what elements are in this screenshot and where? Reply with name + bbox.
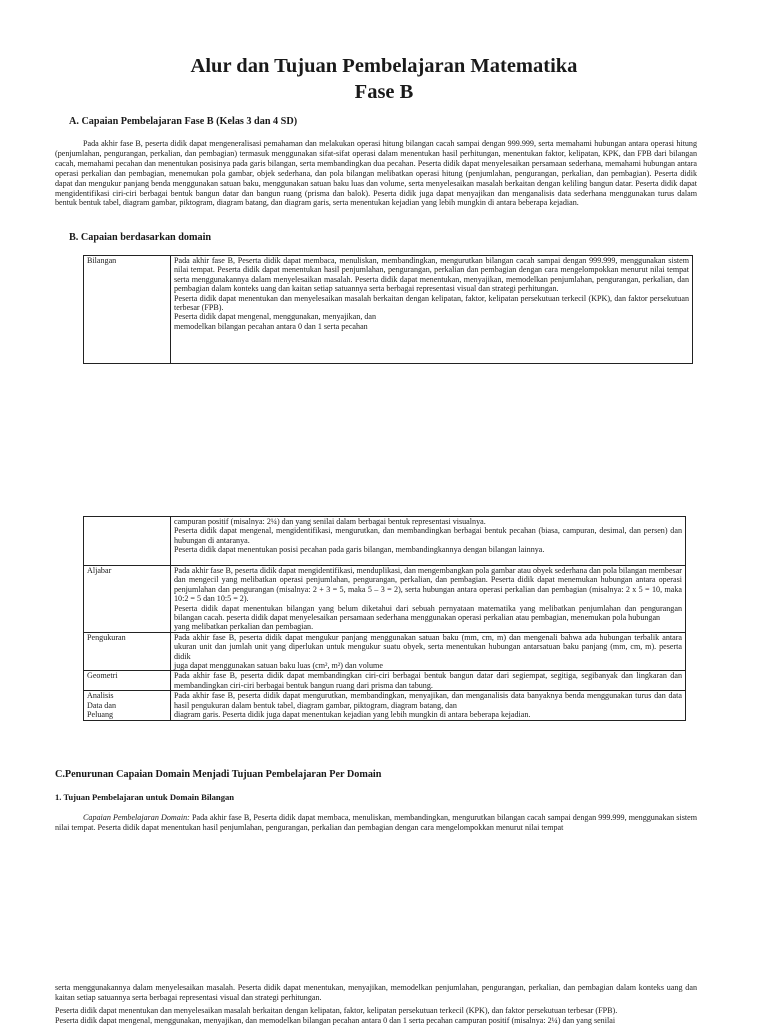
section-b-heading: B. Capaian berdasarkan domain [69, 232, 212, 243]
bilangan-cont-paragraph-2: Peserta didik dapat mengenal, mengidentifikasi, mengurutkan, dan membandingkan berbagai bentuk pecahan (biasa, campuran, desimal, dan persen) dan hubungan di antaranya. [174, 526, 682, 545]
section-c-heading: C.Penurunan Capaian Domain Menjadi Tujuan Pembelajaran Per Domain [55, 769, 382, 780]
table-row [84, 256, 693, 364]
domain-label-bilangan: Bilangan [84, 256, 171, 364]
bilangan-cont-paragraph-3: Peserta didik dapat menentukan posisi pecahan pada garis bilangan, membandingkannya dengan bilangan lainnya. [174, 545, 545, 555]
domain-label-pengukuran: Pengukuran [84, 632, 171, 671]
c1-paragraph [55, 813, 697, 833]
aljabar-paragraph-1: Pada akhir fase B, peserta didik dapat mengidentifikasi, menduplikasi, dan mengembangkan pola gambar atau obyek sederhana dan pola bilangan membesar dan mengecil yang melibatkan operasi penjumlahan, pengurangan, perkalian, dan pembagian. Peserta didik dapat menemukan hubungan antara operasi penjumlahan dan pengurangan (misalnya: 2 + 3 = 5, maka 5 – 3 = 2), serta hubungan antara operasi perkalian dan pembagian (misalnya: 2 x 5 = 10, maka 10:2 = 5 dan 10:5 = 2). [174, 566, 682, 604]
domain-content-aljabar [171, 566, 686, 633]
analisis-paragraph-2: diagram garis. Peserta didik juga dapat menentukan kejadian yang lebih mungkin di antara beberapa kejadian. [174, 710, 531, 720]
table-row [84, 671, 686, 691]
pengukuran-paragraph-1: Pada akhir fase B, peserta didik dapat mengukur panjang menggunakan satuan baku (mm, cm, m) dan mengenali bahwa ada hubungan terbalik antara ukuran unit dan jumlah unit yang diperlukan untuk mengukur suatu obyek, serta menentukan hubungan antarsatuan baku panjang (mm, cm, m). peserta didik [174, 632, 682, 661]
bilangan-paragraph-2: Peserta didik dapat menentukan dan menyelesaikan masalah berkaitan dengan kelipatan, faktor, kelipatan persekutuan terkecil (KPK), dan faktor persekutuan terbesar (FPB). [174, 293, 689, 313]
domain-content-geometri [171, 671, 686, 691]
bilangan-paragraph-3: Peserta didik dapat mengenal, menggunakan, menyajikan, dan [174, 312, 377, 322]
bottom-paragraph-3: Peserta didik dapat mengenal, menggunakan, menyajikan, dan memodelkan bilangan pecahan antara 0 dan 1 serta pecahan campuran positif (misalnya: 2¼) dan yang senilai [55, 1016, 616, 1025]
analisis-paragraph-1: Pada akhir fase B, peserta didik dapat mengurutkan, membandingkan, menyajikan, dan menganalisis data banyaknya benda menggunakan turus dan data hasil pengukuran dalam bentuk tabel, diagram gambar, piktogram, diagram batang, dan [174, 691, 682, 710]
domain-content-pengukuran [171, 632, 686, 671]
geometri-paragraph-1: Pada akhir fase B, peserta didik dapat membandingkan ciri-ciri berbagai bentuk bangun datar dari segiempat, segitiga, segibanyak dan lingkaran dan membandingkan ciri-ciri berbagai bentuk bangun ruang dari prisma dan tabung. [174, 671, 682, 690]
bilangan-paragraph-1: Pada akhir fase B, Peserta didik dapat membaca, menuliskan, membandingkan, mengurutkan bilangan cacah sampai dengan 999.999, menggunakan sistem nilai tempat. Peserta didik dapat menentukan hasil penjumlahan, pengurangan, perkalian dan pembagian dengan cara mengelompokkan menurut nilai tempat serta menggunakannya dalam menyelesaikan masalah. Peserta didik dapat menentukan, menyajikan, memodelkan penjumlahan, pengurangan, perkalian, dan pembagian dalam konteks uang dan kaitan setiap satuannya serta berbagai representasi visual dan strategi perhitungan. [174, 256, 689, 294]
domain-label-aljabar: Aljabar [84, 566, 171, 633]
c1-text: Pada akhir fase B, Peserta didik dapat membaca, menuliskan, membandingkan, mengurutkan bilangan cacah sampai dengan 999.999, menggunakan sistem nilai tempat. Peserta didik dapat menentukan hasil penjumlahan, pengurangan, perkalian dan pembagian dengan cara mengelompokkan menurut nilai tempat [55, 813, 697, 832]
bottom-paragraph-2: Peserta didik dapat menentukan dan menyelesaikan masalah berkaitan dengan kelipatan, faktor, kelipatan persekutuan terkecil (KPK), dan faktor persekutuan terbesar (FPB). [55, 1006, 618, 1015]
analisis-label-line2: Data dan [87, 700, 116, 710]
table-row [84, 691, 686, 720]
domain-table-part2 [83, 516, 686, 721]
domain-label-geometri: Geometri [84, 671, 171, 691]
domain-table-part1 [83, 255, 693, 364]
table-row [84, 632, 686, 671]
domain-content-bilangan-continued [171, 517, 686, 566]
bilangan-paragraph-4: memodelkan bilangan pecahan antara 0 dan 1 serta pecahan [174, 321, 368, 331]
section-a-paragraph: Pada akhir fase B, peserta didik dapat mengeneralisasi pemahaman dan melakukan operasi hitung bilangan cacah sampai dengan 999.999, serta memahami hubungan antara operasi hitung (penjumlahan, pengurangan, perkalian, dan pembagian) termasuk menggunakan sifat-sifat operasi dalam menentukan hasil perhitungan, menentukan faktor, kelipatan, KPK, dan FPB dari bilangan cacah, memahami pecahan dan menentukan posisinya pada garis bilangan, serta membandingkan dua pecahan. Peserta didik dapat menyelesaikan persamaan sederhana, memahami hubungan antara operasi perkalian dan pembagian, menemukan pola gambar, objek sederhana, dan pola bilangan melibatkan operasi hitung (penjumlahan, pengurangan, perkalian, dan pembagian). Peserta didik dapat dan mengukur panjang benda menggunakan satuan baku, menggunakan satuan baku luas dan volume, serta menyelesaikan masalah berkaitan dengan keliling bangun datar. Peserta didik dapat mengidentifikasi ciri-ciri berbagai bentuk bangun datar dan bangun ruang (prisma dan balok). Peserta didik juga dapat menyajikan dan menganalisis data sederhana menggunakan turus dalam bentuk bentuk tabel, diagram gambar, piktogram, diagram batang, dan diagram garis, serta menentukan kejadian yang lebih mungkin di antara beberapa kejadian. [55, 139, 697, 208]
pengukuran-paragraph-2: juga dapat menggunakan satuan baku luas (cm², m²) dan volume [174, 661, 383, 671]
bilangan-cont-paragraph-1: campuran positif (misalnya: 2¼) dan yang senilai dalam berbagai bentuk representasi visualnya. [174, 517, 486, 526]
section-a-heading: A. Capaian Pembelajaran Fase B (Kelas 3 dan 4 SD) [69, 116, 298, 127]
table-row [84, 517, 686, 566]
document-title-line1: Alur dan Tujuan Pembelajaran Matematika [190, 55, 578, 77]
aljabar-paragraph-3: yang melibatkan perkalian dan pembagian. [174, 622, 314, 632]
domain-label-analisis [84, 691, 171, 720]
analisis-label-line1: Analisis [87, 691, 114, 701]
domain-label-continued [84, 517, 171, 566]
domain-content-bilangan [171, 256, 693, 364]
bottom-paragraph-1: serta menggunakannya dalam menyelesaikan masalah. Peserta didik dapat menentukan, menyajikan, memodelkan penjumlahan, pengurangan, perkalian, dan pembagian dalam konteks uang dan kaitan setiap satuannya serta berbagai representasi visual dan strategi perhitungan. [55, 983, 697, 1002]
analisis-label-line3: Peluang [87, 710, 114, 720]
domain-content-analisis [171, 691, 686, 720]
subsection-c1-heading: 1. Tujuan Pembelajaran untuk Domain Bilangan [55, 792, 235, 802]
c1-italic-label: Capaian Pembelajaran Domain: [83, 813, 190, 822]
table-row [84, 566, 686, 633]
document-title-line2: Fase B [354, 81, 414, 103]
aljabar-paragraph-2: Peserta didik dapat menentukan bilangan yang belum diketahui dari sebuah pernyataan matematika yang melibatkan penjumlahan dan pengurangan bilangan cacah. peserta didik dapat menyelesaikan persamaan sederhana menggunakan operasi perkalian atau pembagian, menemukan pola hubungan [174, 603, 682, 623]
